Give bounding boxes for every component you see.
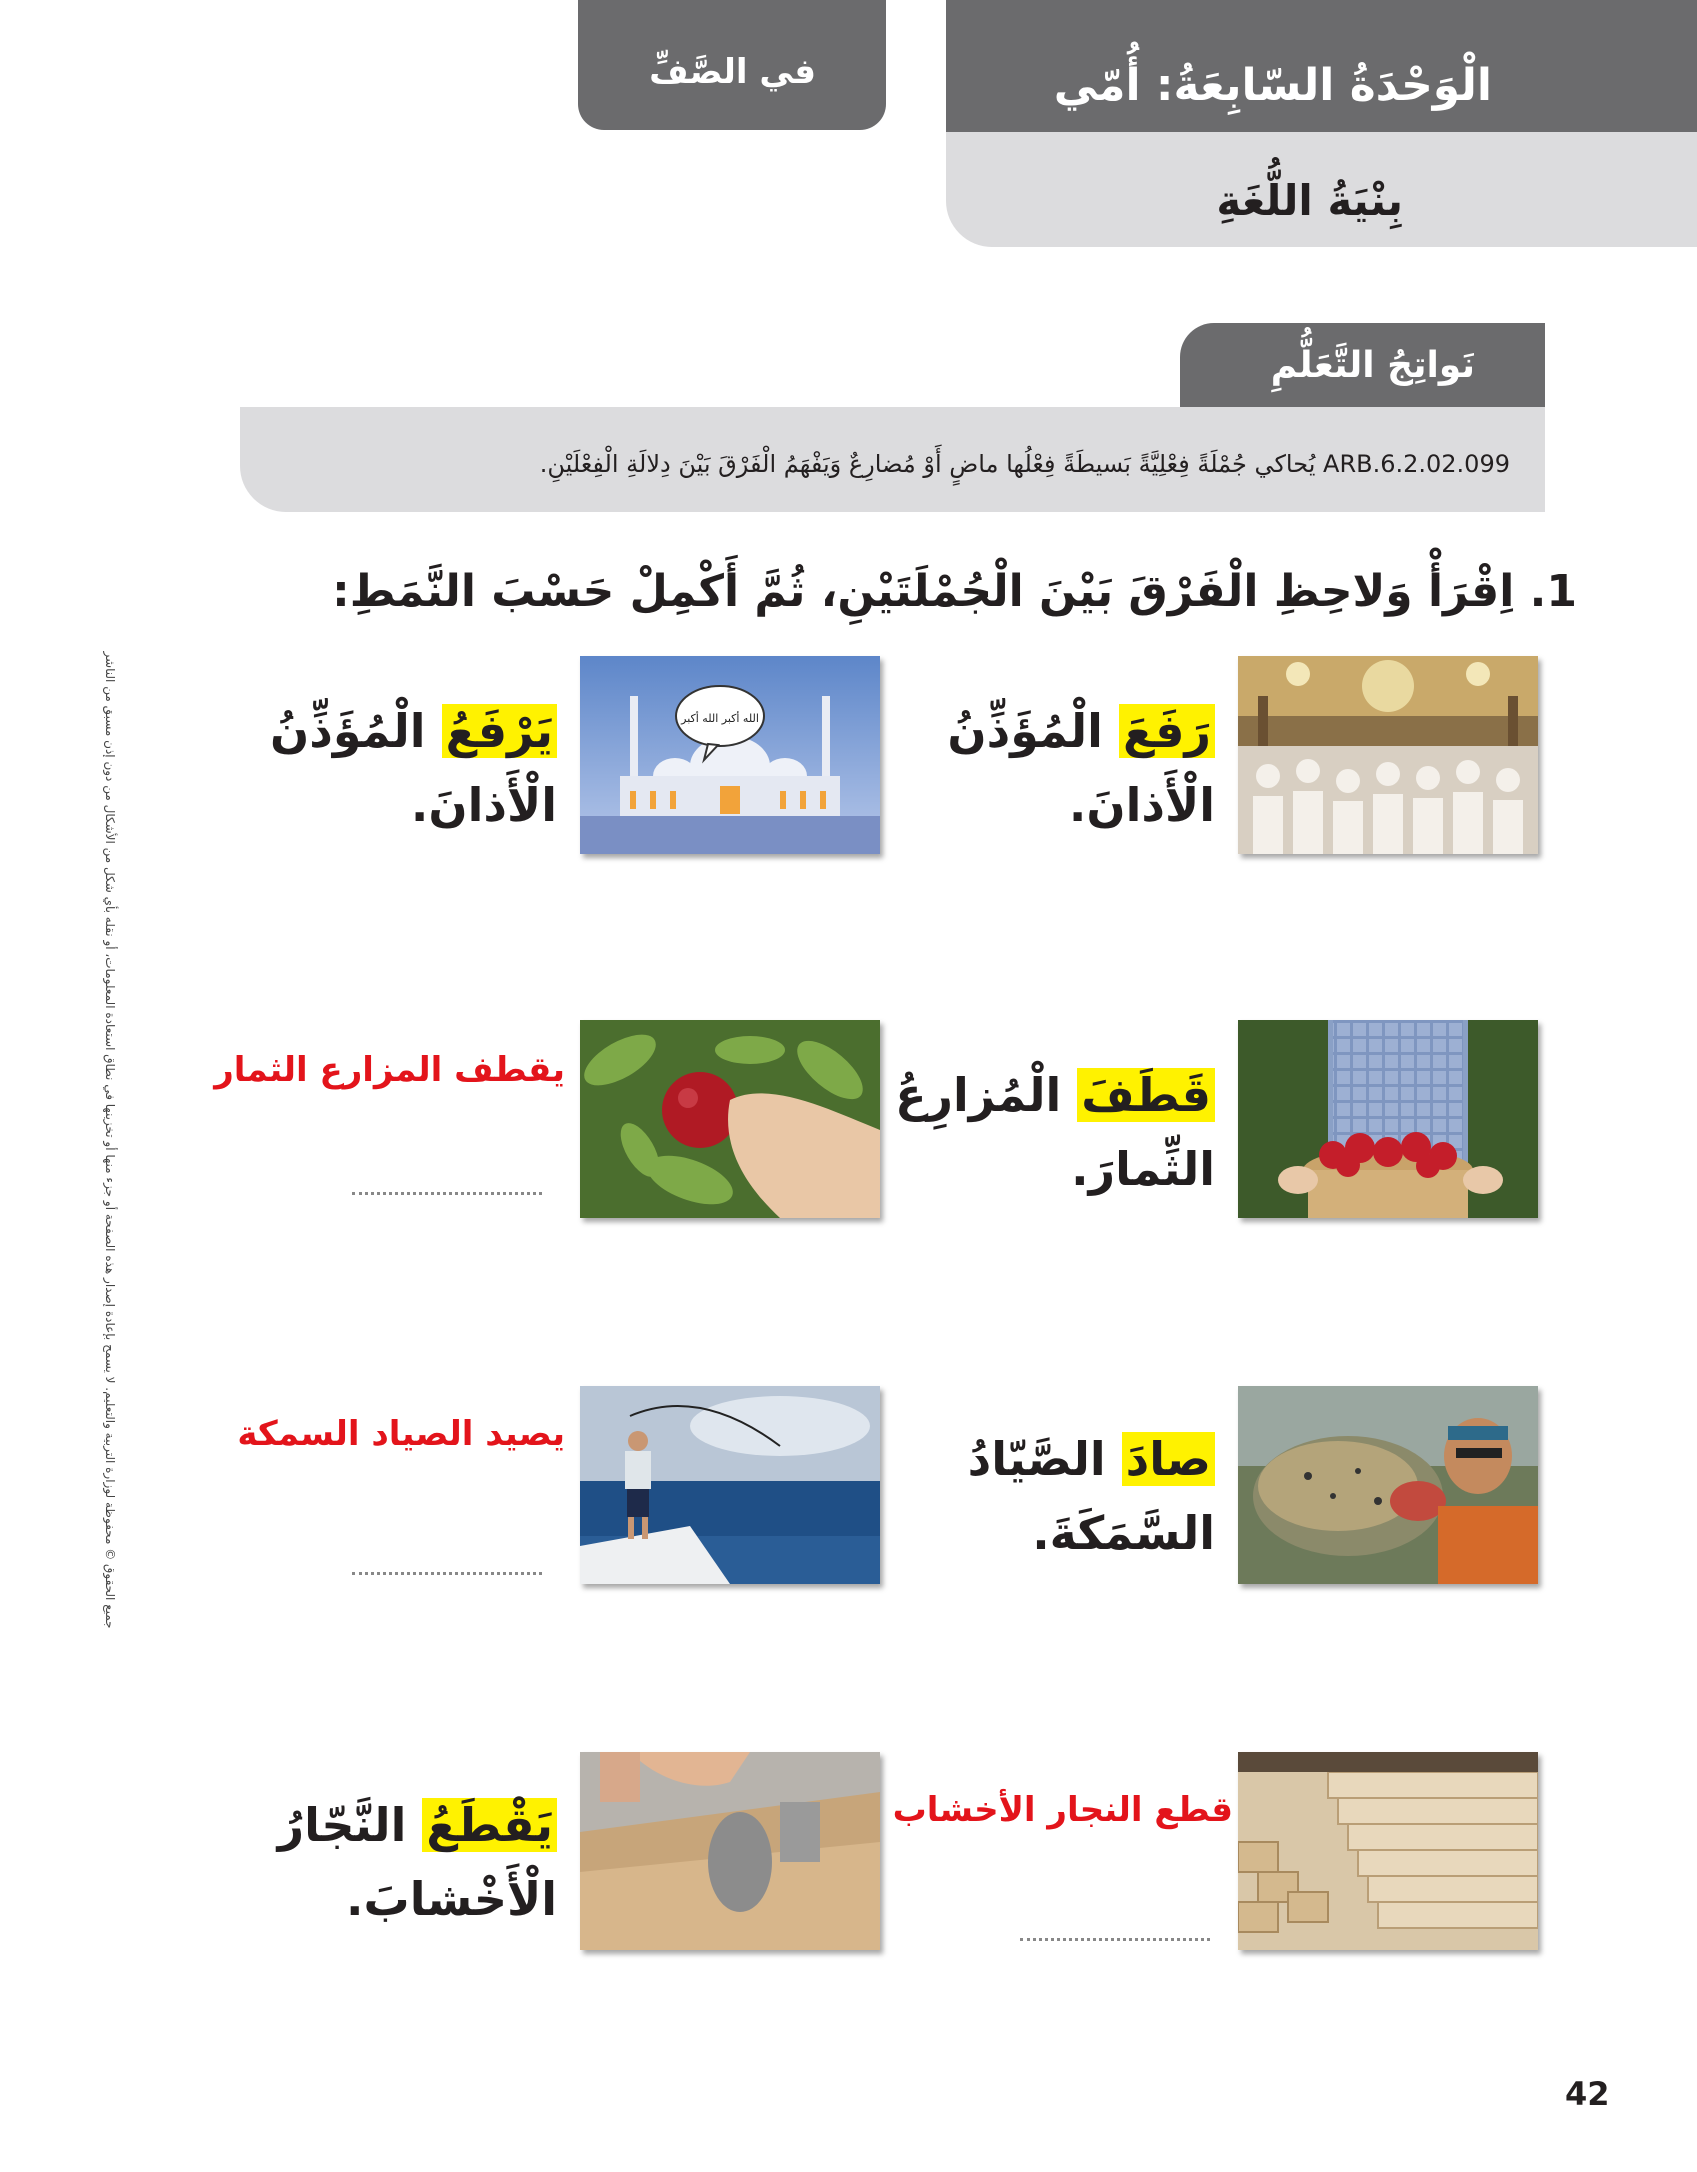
sentence-subject: النَّجّارُ xyxy=(277,1798,407,1852)
sentence-object: الثِّمارَ. xyxy=(1071,1142,1215,1196)
outcomes-tab xyxy=(1180,323,1545,407)
outcomes-bar xyxy=(240,407,1545,512)
photo-table-saw xyxy=(580,1752,880,1950)
photo-mosque-interior xyxy=(1238,656,1538,854)
sentence-object: الْأَذانَ. xyxy=(410,778,557,832)
sentence-row2-right xyxy=(895,1068,1215,1196)
photo-fisherman-fish xyxy=(1238,1386,1538,1584)
page-number: 42 xyxy=(1565,2075,1610,2113)
class-tab-label: في الصَّفِّ xyxy=(649,52,816,92)
answer-row3-left: يصيد الصياد السمكة xyxy=(237,1414,565,1454)
speech-bubble-text: الله أكبر الله أكبر xyxy=(681,712,759,725)
outcomes-label: نَواتِجُ التَّعَلُّمِ xyxy=(1270,345,1475,386)
photo-hand-picking-apple xyxy=(580,1020,880,1218)
answer-row4-right: قطع النجار الأخشاب xyxy=(892,1790,1233,1830)
answer-line-row3[interactable] xyxy=(352,1572,542,1575)
photo-mosque-exterior xyxy=(580,656,880,854)
highlighted-verb: قَطَفَ xyxy=(1077,1068,1215,1122)
class-tab xyxy=(578,0,886,130)
outcomes-text xyxy=(540,450,1510,478)
photo-farmer-apples xyxy=(1238,1020,1538,1218)
highlighted-verb: رَفَعَ xyxy=(1119,704,1215,758)
outcomes-code: ARB.6.2.02.099 xyxy=(1323,450,1510,478)
section-title-bar xyxy=(946,132,1697,247)
photo-wood-planks xyxy=(1238,1752,1538,1950)
sentence-subject: الْمُزارِعُ xyxy=(895,1068,1062,1122)
highlighted-verb: يَرْفَعُ xyxy=(442,704,557,758)
unit-title-bar xyxy=(946,0,1697,132)
outcomes-description: يُحاكي جُمْلَةً فِعْلِيَّةً بَسيطَةً فِعْلُها ماضٍ أَوْ مُضارِعٌ وَيَفْهَمُ الْفَرْقَ بَيْنَ دِلالَةِ الْفِعْلَيْنِ. xyxy=(539,450,1316,478)
sentence-subject: الْمُؤَذِّنُ xyxy=(947,704,1103,758)
exercise-instruction-text: اِقْرَأْ وَلاحِظِ الْفَرْقَ بَيْنَ الْجُمْلَتَيْنِ، ثُمَّ أَكْمِلْ حَسْبَ النَّمَطِ: xyxy=(332,566,1515,617)
sentence-object: الْأَخْشابَ. xyxy=(346,1872,557,1926)
sentence-subject: الْمُؤَذِّنُ xyxy=(269,704,426,758)
sentence-row1-left xyxy=(269,704,557,832)
sentence-object: الْأَذانَ. xyxy=(1068,778,1215,832)
sentence-subject: الصَّيّادُ xyxy=(967,1432,1106,1486)
sentence-row4-left xyxy=(277,1798,557,1926)
exercise-instruction xyxy=(332,566,1577,617)
answer-line-row2[interactable] xyxy=(352,1192,542,1195)
photo-sea-fishing xyxy=(580,1386,880,1584)
answer-line-row4[interactable] xyxy=(1020,1938,1210,1941)
sentence-row3-right xyxy=(967,1432,1215,1560)
section-title: بِنْيَةُ اللُّغَةِ xyxy=(1216,176,1403,225)
copyright-side-note: جميع الحقوق © محفوظة لوزارة التربية والتعليم. لا يسمح بإعادة إصدار هذه الصفحة أو جزء منها أو تخزينها في نطاق استعادة المعلومات، أو نقله بأي شكل من الأشكال من دون إذن مسبق من الناشر xyxy=(103,651,117,1629)
unit-title: الْوَحْدَةُ السّابِعَةُ: أُمّي xyxy=(1053,60,1492,111)
exercise-number: 1. xyxy=(1529,566,1577,617)
answer-row2-left: يقطف المزارع الثمار xyxy=(214,1050,565,1090)
highlighted-verb: يَقْطَعُ xyxy=(422,1798,557,1852)
sentence-object: السَّمَكَةَ. xyxy=(1032,1506,1215,1560)
sentence-row1-right xyxy=(947,704,1215,832)
highlighted-verb: صادَ xyxy=(1122,1432,1215,1486)
